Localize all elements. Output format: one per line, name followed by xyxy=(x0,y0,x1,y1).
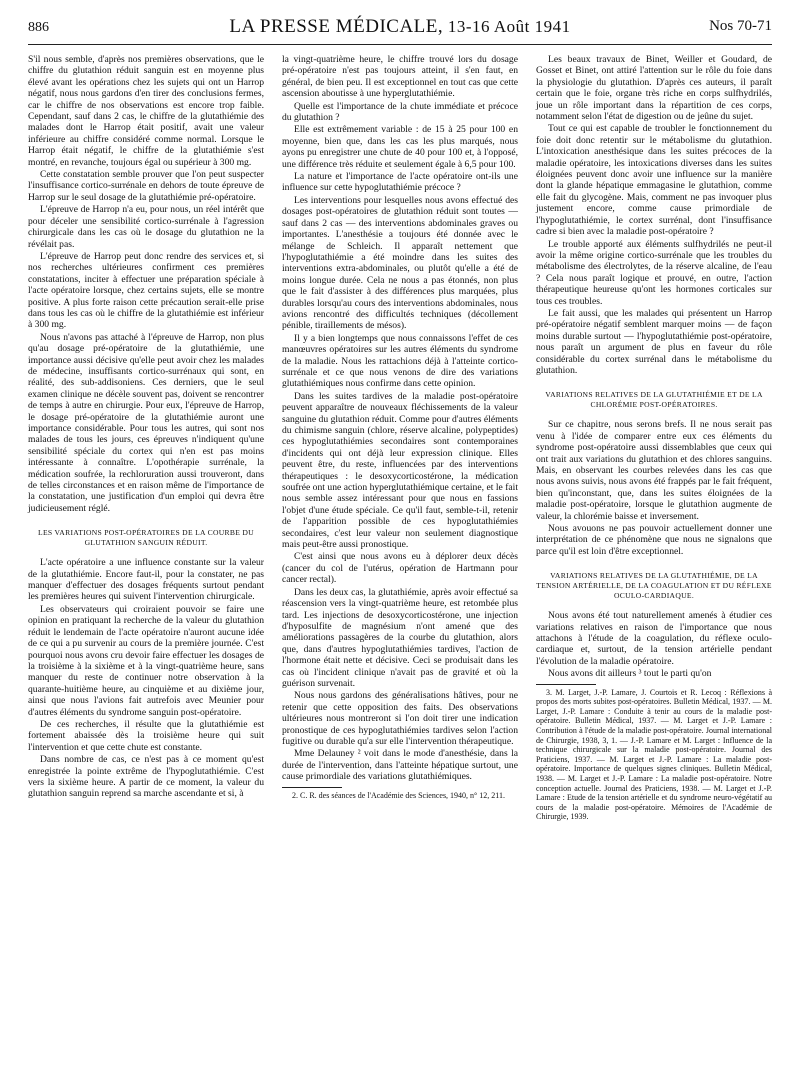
paragraph: L'acte opératoire a une influence constante sur la valeur de la glutathiémie. Encore faut-il, pour la constater, ne pas manquer d'effectuer des dosages fréquents surtout pendant les premières heures qui suivent l'intervention chirurgicale. xyxy=(28,557,264,603)
paragraph: L'épreuve de Harrop n'a eu, pour nous, un réel intérêt que pour déceler une sensibilité cortico-surrénale à l'agression chirurgicale dans les cas où le dosage du glutathion ne la révélait pas. xyxy=(28,204,264,250)
paragraph: Nous n'avons pas attaché à l'épreuve de Harrop, non plus qu'au dosage pré-opératoire de la glutathiémie, une importance aussi décisive qu'elle peut avoir chez les malades de médecine, insuffisants cortico-surrénaux qui sont, en réalité, des sub-addisoniens. Ces derniers, que le seul examen clinique ne décèle souvent pas, doivent se rencontrer de temps à autre en chirurgie. Pour eux, l'épreuve de Harrop, le dosage pré-opératoire de la glutathiémie auront une importance considérable. Pour tous les autres, qui sont nos malades de tous les jours, ces épreuves n'indiquent qu'une sensibilité spéciale du cortex qui n'en est pas moins intéressante à connaître. L'opothérapie surrénale, la médication soufrée, la rechloruration aussi trouveront, dans de telles circonstances et en raison même de l'importance de la constatation, une justification d'un emploi qui devra être judicieusement réglé. xyxy=(28,331,264,514)
section-heading: VARIATIONS RELATIVES DE LA GLUTATHIÉMIE, DE LA TENSION ARTÉRIELLE, DE LA COAGULATION ET DU RÉFLEXE OCULO-CARDIAQUE. xyxy=(536,571,772,601)
journal-title-line xyxy=(28,16,772,38)
footnote-rule xyxy=(282,787,342,788)
paragraph: Dans nombre de cas, ce n'est pas à ce moment qu'est enregistrée la pointe extrême de l'hypoglutathiémie. C'est vers la sixième heure. A partir de ce moment, la valeur du glutathion sanguin reprend sa marche ascendante et si, à xyxy=(28,754,264,800)
paragraph: Les observateurs qui croiraient pouvoir se faire une opinion en pratiquant la recherche de la valeur du glutathion réduit le lendemain de l'acte opératoire n'auront aucune idée de ce qui a pu survenir au cours de la première journée. C'est pourquoi nous avons cru devoir faire effectuer les dosages de la troisième à la sixième et à la vingt-quatrième heure, sans manquer du reste de continuer notre observation à la quarante-huitième heure, au cinquième et au dixième jour, ainsi que nous l'avions fait autrefois avec Meunier pour d'autres éléments du syndrome sanguin post-opératoire. xyxy=(28,603,264,718)
paragraph: Nous avons été tout naturellement amenés à étudier ces variations relatives en raison de l'importance que nous attachons à l'étude de la coagulation, du réflexe oculo-cardiaque et, surtout, de la tension artérielle pendant l'évolution de la maladie opératoire. xyxy=(536,610,772,667)
paragraph: La nature et l'importance de l'acte opératoire ont-ils une influence sur cette hypoglutathiémie précoce ? xyxy=(282,171,518,194)
journal-name: LA PRESSE MÉDICALE, xyxy=(229,16,444,37)
paragraph: Cette constatation semble prouver que l'on peut suspecter l'insuffisance cortico-surrénale en dehors de toute épreuve de Harrop sur le seul dosage de la glutathiémie pré-opératoire. xyxy=(28,169,264,203)
paragraph: Nous avons dit ailleurs ³ tout le parti qu'on xyxy=(548,668,712,680)
paragraph: Nous nous gardons des généralisations hâtives, pour ne retenir que cette opposition des faits. Des observations ultérieures nous montreront si l'on doit tirer une indication pronostique de ces hypoglutathiémies tardives selon l'action fugitive ou durable qu'a sur elle l'intervention thérapeutique. xyxy=(282,690,518,747)
paragraph: Elle est extrêmement variable : de 15 à 25 pour 100 en moyenne, bien que, dans les cas les plus marqués, nous ayons pu enregistrer une chute de 40 pour 100 et, à l'opposé, une différence très réduite et seulement égale à 6,5 pour 100. xyxy=(282,124,518,170)
paragraph: Sur ce chapitre, nous serons brefs. Il ne nous serait pas venu à l'idée de comparer entre eux ces éléments du syndrome post-opératoire aussi dissemblables que ceux qui ont trait aux variations du glutathion et des chlores sanguins. Mais, en observant les courbes relevées dans les cas que nous avons suivis, nous avons été frappés par le fait fréquent, bien qu'inconstant, que, dans les suites éloignées de la maladie post-opératoire, lorsque le glutathion augmente de valeur, la chlorémie baisse et inversement. xyxy=(536,419,772,522)
paragraph: De ces recherches, il résulte que la glutathiémie est fortement abaissée dès la troisième heure qui suit l'intervention et que cette chute est constante. xyxy=(28,718,264,753)
paragraph: Dans les suites tardives de la maladie post-opératoire peuvent apparaître de nouveaux fléchissements de la valeur sanguine du glutathion réduit. Comme pour d'autres éléments du chimisme sanguin (chlore, réserve alcaline, polypeptides) ces hypoglutathiémies secondaires sont contemporaines d'incidents qui ont déjà leur expression clinique. Elles peuvent être, du reste, influencées par des interventions thérapeutiques : le desoxycorticostérone, la médication soufrée ont une action hyperglutathiémique certaine, et le fait nous semble assez intéressant pour que nous en fassions l'objet d'une étude spéciale. Ce qu'il faut, semble-t-il, retenir de l'apparition possible de ces hypoglutathiémies secondaires, c'est leur valeur non seulement diagnostique mais peut-être aussi pronostique. xyxy=(282,390,518,551)
paragraph: la vingt-quatrième heure, le chiffre trouvé lors du dosage pré-opératoire n'est pas toujours atteint, il s'en faut, en général, de bien peu. Il est exceptionnel en tout cas que cette ascension aboutisse à une hyperglutathiémie. xyxy=(282,54,518,100)
section-heading: LES VARIATIONS POST-OPÉRATOIRES DE LA COURBE DU GLUTATHION SANGUIN RÉDUIT. xyxy=(38,528,254,548)
page-number: 886 xyxy=(28,20,49,35)
paragraph: L'épreuve de Harrop peut donc rendre des services et, si nos recherches ultérieures confirment ces premières constatations, inciter à effectuer une préparation spéciale à l'acte opératoire lorsque, chez certains sujets, elle se montre positive. A plus forte raison cette précaution serait-elle prise dans tous les cas où le chiffre de la glutathiémie est inférieur à 300 mg. xyxy=(28,250,264,331)
footnote-rule xyxy=(536,684,596,685)
paragraph: Tout ce qui est capable de troubler le fonctionnement du foie doit donc retentir sur le métabolisme du glutathion. L'intoxication anesthésique dans les suites précoces de la maladie opératoire, les intoxications diverses dans les suites éloignées peuvent donc avoir une influence sur la manière dont la glande hépatique emmagasine le glutathion, comme elle fait du glycogène. Mais, comment ne pas invoquer plus justement encore, comme cause primordiale de l'hypoglutathiémie, le cortex surrénal, dont l'insuffisance cadre si bien avec la maladie post-opératoire ? xyxy=(536,123,772,238)
column-1 xyxy=(28,54,264,801)
page-header xyxy=(28,16,772,42)
paragraph: Dans les deux cas, la glutathiémie, après avoir effectué sa réascension vers la vingt-quatrième heure, est retombée plus tard. Les injections de desoxycorticostérone, une injection d'hyposulfite de magnésium n'ont amené que des améliorations passagères de la courbe du glutathion, alors que, dans d'autres hypoglutathiémies tardives, l'action de l'hormone était nette et décisive. Ceci se produisait dans les cas où l'incident clinique n'avait pas de gravité et où la guérison survenait. xyxy=(282,586,518,689)
footnote: 3. M. Larget, J.-P. Lamare, J. Courtois et R. Lecoq : Réflexions à propos des morts subites post-opératoires. Bulletin Médical, 1937. — M. Larget, J.-P. Lamare : Conduite à tenir au cours de la maladie post-opératoire. Bulletin Médical, 1937. — M. Larget et J.-P. Lamare : Contribution à l'étude de la maladie post-opératoire. Journal international de Chirurgie, 1938, 3, 1. — J.-P. Lamare et M. Larget : Influence de la technique chirurgicale sur la maladie post-opératoire. Journal des Praticiens, 1937. — M. Larget et J.-P. Lamare : La maladie post-opératoire. Importance de quelques signes cliniques. Bulletin Médical, 1938. — M. Larget et J.-P. Lamare : La maladie post-opératoire. Notre conception actuelle. Journal des Praticiens, 1938. — M. Larget et J.-P. Lamare : Etude de la tension artérielle et du syndrome neuro-végétatif au cours de la maladie post-opératoire. Mémoires de l'Académie de Chirurgie, 1939. xyxy=(536,687,772,822)
issue-date: 13-16 Août 1941 xyxy=(447,17,571,36)
paragraph: Nous avouons ne pas pouvoir actuellement donner une interprétation de ce phénomène que nous ne signalons que parce qu'il est loin d'être exceptionnel. xyxy=(536,523,772,557)
column-3 xyxy=(536,54,772,823)
paragraph: Les interventions pour lesquelles nous avons effectué des dosages post-opératoires de glutathion réduit sont toutes — sauf dans 2 cas — des interventions abdominales graves ou importantes. L'anesthésie a toujours été donnée avec le mélange de Schleich. Il apparaît nettement que l'hypoglutathiémie a été moindre dans les suites des interventions extra-abdominales, ou plutôt qu'elle a été de moins longue durée. Cela ne nous a pas étonnés, non plus que le fait d'assister à des différences plus marquées, plus durables lorsqu'au cours des interventions abdominales, nous avions rencontré des difficultés techniques (décollement pénible, tiraillements de mésos). xyxy=(282,194,518,332)
section-heading: VARIATIONS RELATIVES DE LA GLUTATHIÉMIE ET DE LA CHLORÉMIE POST-OPÉRATOIRES. xyxy=(545,390,763,410)
paragraph: C'est ainsi que nous avons eu à déplorer deux décès (cancer du col de l'utérus, opération de Hartmann pour cancer rectal). xyxy=(282,551,518,586)
paragraph: Le fait aussi, que les malades qui présentent un Harrop pré-opératoire négatif semblent marquer moins — de façon moins durable surtout — l'hypoglutathiémie post-opératoire, nous paraît un argument de plus en faveur du rôle considérable du cortex surrénal dans le métabolisme du glutathion. xyxy=(536,307,772,376)
footnote: 2. C. R. des séances de l'Académie des Sciences, 1940, n° 12, 211. xyxy=(292,790,505,800)
paragraph: Quelle est l'importance de la chute immédiate et précoce du glutathion ? xyxy=(282,100,518,124)
paragraph: S'il nous semble, d'après nos premières observations, que le chiffre du glutathion réduit sanguin est en moyenne plus élevé avant les opérations chez les sujets qui ont un Harrop négatif, nous nous gardons d'en tirer des conclusions fermes, car le chiffre de nos observations est encore trop faible. Cependant, sauf dans 2 cas, le chiffre de la glutathiémie des malades dont le Harrop était positif, avait une valeur inférieure au chiffre considéré comme normal. Lorsque le Harrop était négatif, le chiffre de la glutathiémie s'est montré, en revanche, toujours égal ou supérieur à 300 mg. xyxy=(28,54,264,168)
paragraph: Le trouble apporté aux éléments sulfhydrilés ne peut-il avoir la même origine cortico-surrénale que les troubles du métabolisme des électrolytes, de la réserve alcaline, de l'eau ? Cela nous paraît logique et prouvé, en outre, l'action thérapeutique heureuse qu'ont les hormones corticales sur tous ces troubles. xyxy=(536,238,772,307)
paragraph: Il y a bien longtemps que nous connaissons l'effet de ces manœuvres opératoires sur les autres éléments du syndrome de la maladie. Nous les rattachions déjà à l'atteinte cortico-surrénale et ce que nous venons de dire des variations glutathiémiques nous confirme dans cette opinion. xyxy=(282,332,518,390)
issue-number: Nos 70-71 xyxy=(709,18,772,34)
paragraph: Les beaux travaux de Binet, Weiller et Goudard, de Gosset et Binet, ont attiré l'attention sur le rôle du foie dans la physiologie du glutathion. D'après ces auteurs, il paraît certain que le foie, organe très riche en corps sulfhydrilés, joue un rôle important dans la répartition de ces corps, notamment selon l'état de digestion ou de jeûne du sujet. xyxy=(536,54,772,123)
header-rule xyxy=(28,44,772,45)
paragraph: Mme Delauney ² voit dans le mode d'anesthésie, dans la durée de l'intervention, dans l'atteinte hépatique surtout, une cause primordiale des variations glutathiémiques. xyxy=(282,748,518,783)
column-2 xyxy=(282,54,518,801)
